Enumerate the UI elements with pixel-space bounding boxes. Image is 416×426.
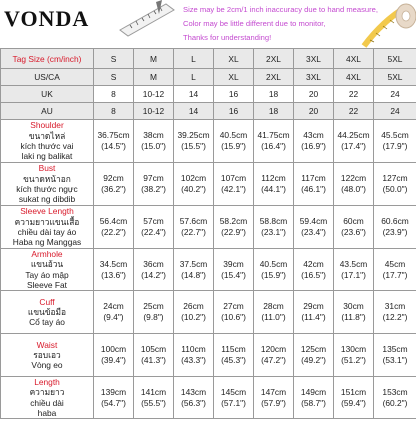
measuring-tape-icon [118,0,178,40]
measure-inch: (23.4") [301,227,326,237]
measure-cm: 141cm [140,386,167,397]
measure-translation: รอบเอว [33,350,61,361]
measure-inch: (14.5") [101,141,126,151]
measure-cell [254,249,294,291]
measure-inch: (10.2") [181,312,206,323]
measure-inch: (11.8") [341,312,366,323]
measure-inch: (53.1") [382,355,408,366]
measure-cm: 39cm [223,258,244,269]
measure-cm: 143cm [180,386,207,397]
size-header-m: M [134,49,174,69]
measure-inch: (12.2") [382,312,408,323]
measure-cell [294,206,334,249]
measure-cm: 29cm [303,301,324,312]
measure-cell [334,120,374,163]
measure-cm: 38cm [143,130,164,140]
measure-cell [174,291,214,334]
size-cell: 24 [374,103,416,120]
measure-cm: 107cm [220,173,247,183]
size-header-l: L [174,49,214,69]
measure-inch: (16.9") [301,141,326,151]
measure-inch: (17.4") [341,141,366,151]
measure-label [1,249,94,291]
measure-cell [134,291,174,334]
measure-cm: 151cm [340,386,367,397]
measure-cm: 25cm [143,301,164,312]
measure-inch: (60.2") [382,397,408,408]
size-cell: 22 [334,103,374,120]
measure-cm: 58.8cm [259,216,288,226]
measure-cell [174,120,214,163]
size-cell: 4XL [334,69,374,86]
measure-inch: (42.1") [221,184,246,194]
measure-inch: (23.9") [382,227,408,237]
size-header-3xl: 3XL [294,49,334,69]
measure-inch: (13.6") [101,269,126,280]
size-header-2xl: 2XL [254,49,294,69]
measure-translation: Vòng eo [31,360,63,371]
measure-cm: 40.5cm [219,130,248,140]
measure-translation: Tay áo mập [25,269,69,280]
measure-cell [334,163,374,206]
measure-inch: (9.4") [103,312,124,323]
measure-inch: (54.7") [101,397,126,408]
measure-label [1,334,94,377]
measure-inch: (11.0") [261,312,286,323]
measure-inch: (15.5") [181,141,206,151]
note-line: Thanks for understanding! [183,33,272,42]
measure-translation: Sleeve Fat [26,279,68,290]
measure-row [1,334,416,377]
measure-inch: (55.5") [141,397,166,408]
measure-cm: 125cm [300,344,327,355]
measure-cell [214,334,254,377]
measure-translation: sukat ng dibdib [18,194,76,205]
measure-cm: 145cm [220,386,247,397]
measure-cell [94,334,134,377]
measure-cm: 57cm [143,216,164,226]
measure-translation: Haba ng Manggas [12,237,82,248]
measure-inch: (17.7") [382,269,408,280]
tag-size-header: Tag Size (cm/inch) [1,49,94,69]
size-row [1,69,416,86]
measure-cell [174,163,214,206]
measure-label [1,163,94,206]
measure-cm: 45cm [384,258,406,269]
measure-cm: 139cm [100,386,127,397]
measure-cm: 112cm [261,173,286,183]
measure-cell [374,249,416,291]
measure-cell [214,206,254,249]
measure-translation: chiều dài tay áo [17,227,77,237]
measure-cell [334,206,374,249]
measure-inch: (22.2") [101,227,126,237]
measure-inch: (17.9") [382,141,408,151]
size-header-row [1,49,416,69]
size-row-label: US/CA [1,69,94,86]
size-cell: 18 [254,86,294,103]
measure-cell [374,377,416,419]
measure-cm: 102cm [180,173,207,183]
measure-inch: (46.1") [301,184,326,194]
header [0,0,416,48]
size-cell: 20 [294,103,334,120]
measure-cell [374,291,416,334]
measure-cm: 57.6cm [179,216,208,226]
measure-cell [134,120,174,163]
measure-inch: (56.3") [181,397,206,408]
measure-cm: 58.2cm [219,216,248,226]
measure-inch: (39.4") [101,355,126,366]
measure-cm: 60.6cm [381,216,409,226]
measure-title: Bust [38,163,56,174]
measure-inch: (58.7") [301,397,326,408]
measure-inch: (51.2") [341,355,366,366]
measure-cm: 97cm [143,173,164,183]
measure-inch: (16.5") [301,269,326,280]
measure-inch: (15.0") [141,141,166,151]
measure-cm: 24cm [103,301,124,312]
measure-cell [94,377,134,419]
measure-inch: (40.2") [181,184,206,194]
measure-label [1,291,94,334]
measure-cm: 43.5cm [339,258,368,269]
measure-cell [374,120,416,163]
measure-inch: (11.4") [301,312,326,323]
measure-cell [334,291,374,334]
measure-cell [134,249,174,291]
measure-cell [254,163,294,206]
measure-cell [254,377,294,419]
measure-inch: (22.9") [221,227,246,237]
measure-cm: 100cm [100,344,127,355]
measure-cell [214,120,254,163]
size-cell: S [94,69,134,86]
measure-translation: haba [37,408,57,419]
measure-inch: (57.9") [261,397,286,408]
measure-cell [94,120,134,163]
size-chart-table [0,48,416,419]
tape-roll-icon [356,0,416,48]
measure-row [1,291,416,334]
size-cell: XL [214,69,254,86]
measure-inch: (59.4") [341,397,366,408]
measure-cm: 130cm [340,344,367,355]
size-cell: 24 [374,86,416,103]
measure-cell [214,163,254,206]
measure-cm: 41.75cm [257,130,290,140]
measure-translation: laki ng balikat [21,151,73,162]
measure-label [1,206,94,249]
measure-translation: แขนข้อมือ [27,307,67,318]
measure-translation: ความยาว [29,387,65,398]
size-cell: 10-12 [134,103,174,120]
measure-cell [294,334,334,377]
measure-row [1,206,416,249]
measure-translation: ขนาดหน้าอก [23,173,71,184]
measure-cell [134,334,174,377]
measure-cm: 36cm [143,258,164,269]
measure-inch: (22.7") [181,227,206,237]
size-cell: 16 [214,86,254,103]
measure-cell [374,163,416,206]
note-line: Color may be little different due to monitor, [183,19,326,28]
measure-translation: แขนอ้วน [30,259,64,270]
measure-cm: 43cm [303,130,324,140]
measure-cm: 120cm [260,344,287,355]
size-cell: 22 [334,86,374,103]
measure-cm: 44.25cm [337,130,370,140]
measure-cell [94,249,134,291]
measure-title: Waist [36,339,58,350]
measure-cell [254,334,294,377]
measure-cm: 127cm [382,173,408,183]
size-cell: 16 [214,103,254,120]
size-cell: 8 [94,86,134,103]
size-cell: L [174,69,214,86]
measure-cm: 37.5cm [179,258,208,269]
measure-cm: 27cm [223,301,244,312]
size-cell: 14 [174,86,214,103]
measure-cell [174,206,214,249]
note-line: Size may be 2cm/1 inch inaccuracy due to hand measure, [183,5,379,14]
measure-inch: (14.8") [181,269,206,280]
measure-cm: 117cm [301,173,326,183]
measure-cm: 105cm [140,344,167,355]
measure-cm: 26cm [183,301,204,312]
measure-cm: 110cm [181,344,206,355]
measure-cm: 36.75cm [97,130,130,140]
measure-inch: (50.0") [382,184,408,194]
measure-cell [294,120,334,163]
size-cell: 3XL [294,69,334,86]
measure-inch: (45.3") [221,355,246,366]
measure-row [1,120,416,163]
measure-cm: 28cm [263,301,284,312]
measure-label [1,377,94,419]
size-cell: 8 [94,103,134,120]
measure-cell [94,163,134,206]
measure-cm: 45.5cm [381,130,409,140]
measure-inch: (16.4") [261,141,286,151]
size-header-xl: XL [214,49,254,69]
measure-cell [254,206,294,249]
measure-inch: (44.1") [261,184,286,194]
measure-cm: 115cm [221,344,246,355]
measure-inch: (57.1") [221,397,246,408]
measure-inch: (15.4") [221,269,246,280]
measure-cm: 149cm [300,386,327,397]
size-row [1,86,416,103]
measure-cell [174,334,214,377]
measure-inch: (9.8") [143,312,164,323]
measure-cm: 147cm [260,386,287,397]
size-header-4xl: 4XL [334,49,374,69]
measure-inch: (15.9") [261,269,286,280]
measure-inch: (14.2") [141,269,166,280]
measure-inch: (15.9") [221,141,246,151]
measure-cell [374,334,416,377]
measure-cell [254,291,294,334]
measure-cell [134,206,174,249]
measure-cell [174,377,214,419]
measure-title: Shoulder [30,120,64,131]
size-cell: 14 [174,103,214,120]
measure-row [1,377,416,419]
measure-cm: 59.4cm [299,216,328,226]
measure-row [1,163,416,206]
size-row-label: UK [1,86,94,103]
measure-inch: (10.6") [221,312,246,323]
measure-cell [174,249,214,291]
measure-cell [214,291,254,334]
measure-inch: (41.3") [141,355,166,366]
measure-cell [334,249,374,291]
measure-cell [134,163,174,206]
measure-cell [334,334,374,377]
measure-inch: (48.0") [341,184,366,194]
measure-title: Armhole [31,249,63,259]
measure-title: Sleeve Length [20,206,74,217]
measure-inch: (17.1") [341,269,366,280]
size-cell: M [134,69,174,86]
measure-cell [334,377,374,419]
measure-translation: ความยาวแขนเสื้อ [14,216,80,227]
measure-cm: 60cm [343,216,364,226]
measure-cm: 153cm [382,386,408,397]
measure-inch: (47.2") [261,355,286,366]
measure-inch: (38.2") [141,184,166,194]
measure-cm: 39.25cm [177,130,210,140]
measure-translation: Cổ tay áo [29,317,65,328]
size-cell: 20 [294,86,334,103]
measure-row [1,249,416,291]
measure-title: Cuff [39,296,55,307]
measure-inch: (49.2") [301,355,326,366]
measure-cell [374,206,416,249]
size-notes [183,3,379,45]
measure-cm: 40.5cm [259,258,288,269]
size-row-label: AU [1,103,94,120]
size-cell: 18 [254,103,294,120]
measure-cm: 42cm [303,258,324,269]
measure-cm: 34.5cm [99,258,128,269]
measure-inch: (22.4") [141,227,166,237]
measure-cm: 31cm [384,301,406,312]
measure-translation: ขนาดไหล่ [28,130,66,141]
measure-inch: (43.3") [181,355,206,366]
measure-cell [294,377,334,419]
measure-cm: 122cm [340,173,367,183]
measure-cm: 30cm [343,301,364,312]
measure-cell [214,249,254,291]
measure-cell [294,249,334,291]
measure-cm: 92cm [103,173,124,183]
measure-label [1,120,94,163]
size-cell: 2XL [254,69,294,86]
measure-translation: chiều dài [30,397,64,408]
measure-cell [254,120,294,163]
measure-cell [214,377,254,419]
measure-title: Length [34,377,60,388]
measure-inch: (23.6") [341,227,366,237]
size-cell: 10-12 [134,86,174,103]
size-row [1,103,416,120]
measure-cell [94,206,134,249]
measure-translation: kích thước ngực [16,184,78,194]
size-header-s: S [94,49,134,69]
measure-cell [294,291,334,334]
brand-logo: VONDA [4,6,90,31]
measure-cell [294,163,334,206]
measure-cm: 56.4cm [99,216,128,226]
measure-cm: 135cm [382,344,408,355]
size-cell: 5XL [374,69,416,86]
measure-inch: (23.1") [261,227,286,237]
measure-inch: (36.2") [101,184,126,194]
measure-cell [134,377,174,419]
size-header-5xl: 5XL [374,49,416,69]
measure-translation: kích thước vai [20,141,74,151]
measure-cell [94,291,134,334]
